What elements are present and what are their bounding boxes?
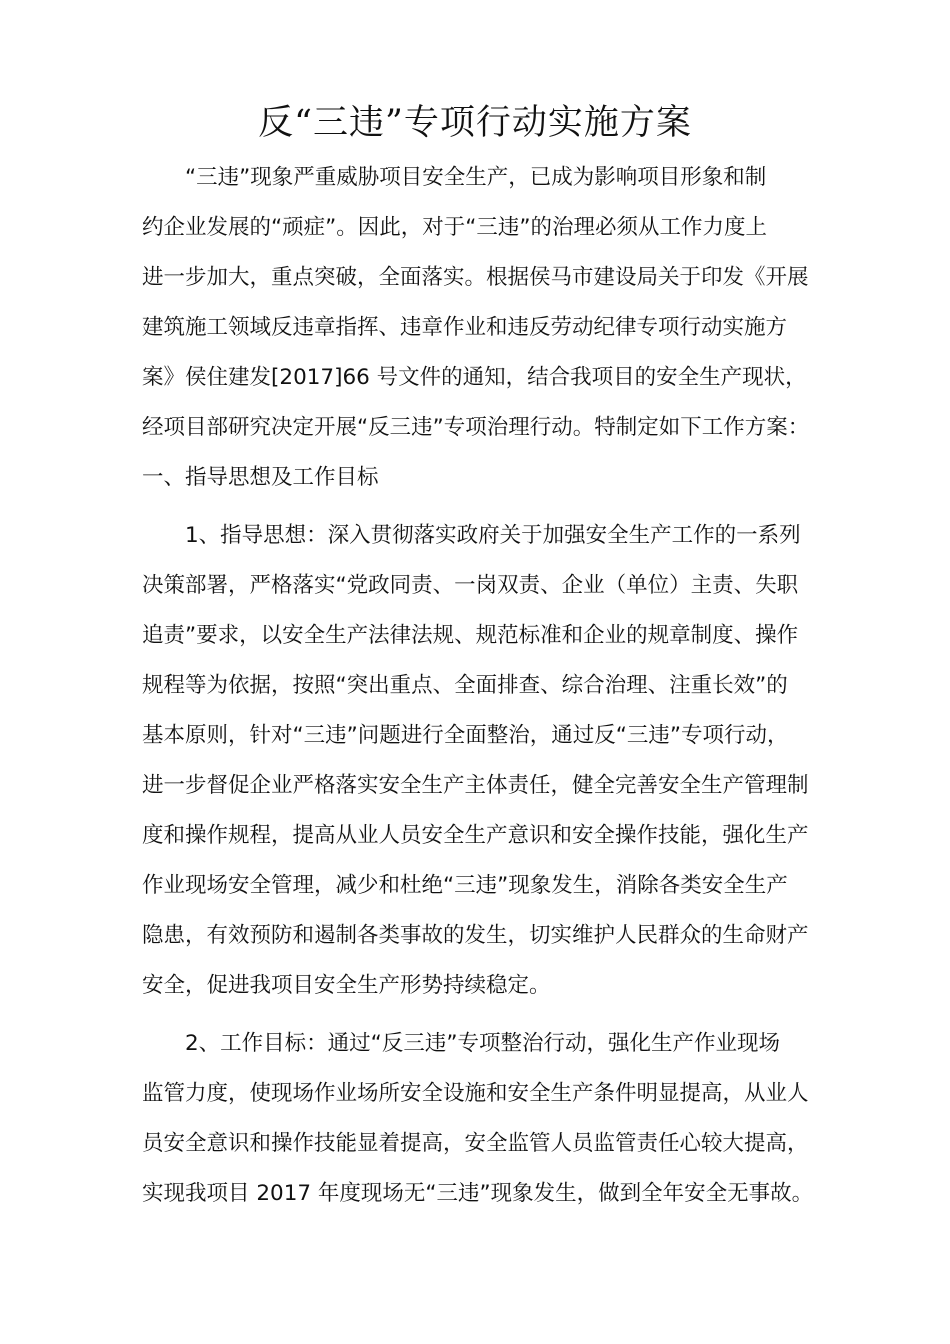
work-goals-paragraph bbox=[142, 1019, 842, 1219]
text-line: 决策部署，严格落实“党政同责、一岗双责、企业（单位）主责、失职 bbox=[142, 573, 799, 598]
text-line: 规程等为依据，按照“突出重点、全面排查、综合治理、注重长效”的 bbox=[142, 673, 788, 698]
text-line: 追责”要求，以安全生产法律法规、规范标准和企业的规章制度、操作 bbox=[142, 623, 799, 648]
text-line: 度和操作规程，提高从业人员安全生产意识和安全操作技能，强化生产 bbox=[142, 823, 809, 848]
guiding-ideology-paragraph bbox=[142, 511, 842, 1011]
text-line: 经项目部研究决定开展“反三违”专项治理行动。特制定如下工作方案： bbox=[142, 415, 810, 440]
paragraph-spacer bbox=[142, 1011, 842, 1019]
text-line: 进一步加大，重点突破，全面落实。根据侯马市建设局关于印发《开展 bbox=[142, 265, 809, 290]
paragraph-spacer bbox=[142, 503, 842, 511]
text-line: 监管力度，使现场作业场所安全设施和安全生产条件明显提高，从业人 bbox=[142, 1081, 809, 1106]
text-line: 建筑施工领域反违章指挥、违章作业和违反劳动纪律专项行动实施方 bbox=[142, 315, 788, 340]
text-line: “三违”现象严重威胁项目安全生产，已成为影响项目形象和制 bbox=[142, 165, 767, 190]
section-heading: 一、指导思想及工作目标 bbox=[142, 465, 379, 490]
text-line: 基本原则，针对“三违”问题进行全面整治，通过反“三违”专项行动， bbox=[142, 723, 789, 748]
text-line: 进一步督促企业严格落实安全生产主体责任，健全完善安全生产管理制 bbox=[142, 773, 809, 798]
text-line: 1、指导思想：深入贯彻落实政府关于加强安全生产工作的一系列 bbox=[142, 523, 801, 548]
text-line: 安全，促进我项目安全生产形势持续稳定。 bbox=[142, 973, 551, 998]
intro-paragraph bbox=[142, 153, 842, 453]
text-line: 隐患，有效预防和遏制各类事故的发生，切实维护人民群众的生命财产 bbox=[142, 923, 809, 948]
text-line: 约企业发展的“顽症”。因此，对于“三违”的治理必须从工作力度上 bbox=[142, 215, 768, 240]
text-line: 2、工作目标：通过“反三违”专项整治行动，强化生产作业现场 bbox=[142, 1031, 780, 1056]
text-line: 实现我项目 2017 年度现场无“三违”现象发生，做到全年安全无事故。 bbox=[142, 1181, 814, 1206]
text-line: 员安全意识和操作技能显着提高，安全监管人员监管责任心较大提高， bbox=[142, 1131, 809, 1156]
document-title: 反“三违”专项行动实施方案 bbox=[258, 103, 692, 143]
text-line: 作业现场安全管理，减少和杜绝“三违”现象发生，消除各类安全生产 bbox=[142, 873, 788, 898]
text-line: 案》侯住建发[2017]66 号文件的通知，结合我项目的安全生产现状， bbox=[142, 365, 807, 390]
document-body bbox=[142, 153, 842, 1219]
